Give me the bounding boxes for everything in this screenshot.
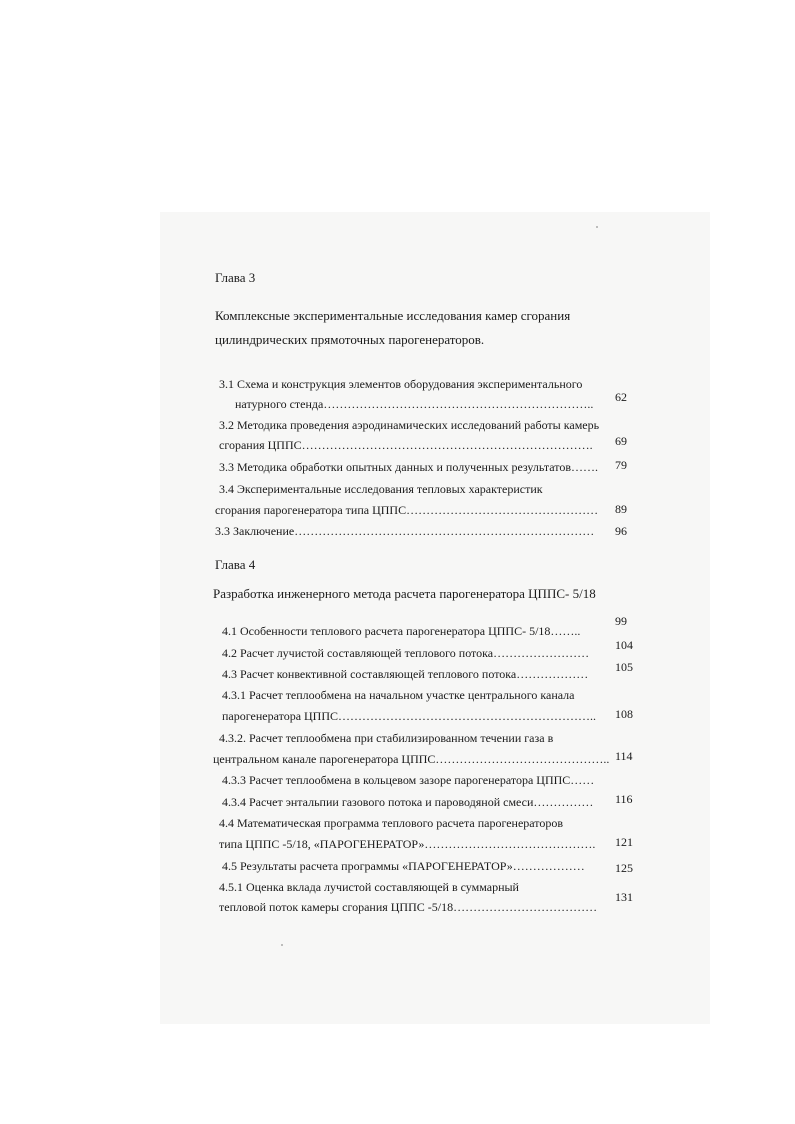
- toc-entry-4-2: 4.2 Расчет лучистой составляющей теплового потока……………………: [222, 646, 590, 660]
- toc-page-3-conclusion: 96: [615, 524, 627, 538]
- toc-page-4-4: 121: [615, 835, 633, 849]
- toc-page-4-1: 99: [615, 614, 627, 628]
- toc-entry-4-5-1-cont: тепловой поток камеры сгорания ЦППС -5/18………………………………: [219, 900, 598, 914]
- toc-page-4-5-1: 131: [615, 890, 633, 904]
- toc-entry-4-5: 4.5 Результаты расчета программы «ПАРОГЕНЕРАТОР»………………: [222, 859, 585, 873]
- toc-entry-4-3: 4.3 Расчет конвективной составляющей теплового потока………………: [222, 667, 589, 681]
- toc-entry-3-conclusion: 3.3 Заключение…………………………………………………………………: [215, 524, 595, 538]
- toc-entry-3-4: 3.4 Экспериментальные исследования тепловых характеристик: [219, 482, 543, 496]
- toc-entry-3-2-cont: сгорания ЦППС……………………………………………………………….: [219, 438, 593, 452]
- toc-entry-4-3-4: 4.3.4 Расчет энтальпии газового потока и пароводяной смеси……………: [222, 795, 594, 809]
- toc-entry-3-1-cont: натурного стенда…………………………………………………………..: [235, 397, 594, 411]
- chapter-4-title: Разработка инженерного метода расчета парогенератора ЦППС- 5/18: [213, 586, 596, 601]
- toc-page-4-3-2: 114: [615, 749, 633, 763]
- toc-entry-3-3: 3.3 Методика обработки опытных данных и полученных результатов…….: [219, 460, 599, 474]
- toc-entry-3-1: 3.1 Схема и конструкция элементов оборудования экспериментального: [219, 377, 583, 391]
- toc-page-3-3: 79: [615, 458, 627, 472]
- toc-entry-3-2: 3.2 Методика проведения аэродинамических исследований работы камерь: [219, 418, 600, 432]
- toc-entry-4-3-2-cont: центральном канале парогенератора ЦППС……………………………………..: [213, 752, 610, 766]
- toc-entry-4-3-3: 4.3.3 Расчет теплообмена в кольцевом зазоре парогенератора ЦППС……: [222, 773, 595, 787]
- chapter-3-title-line-1: Комплексные экспериментальные исследования камер сгорания: [215, 308, 571, 323]
- toc-page-4-5: 125: [615, 861, 633, 875]
- chapter-3-title-line-2: цилиндрических прямоточных парогенераторов.: [215, 332, 485, 347]
- scan-speck: [281, 944, 283, 946]
- toc-entry-4-3-2: 4.3.2. Расчет теплообмена при стабилизированном течении газа в: [219, 731, 554, 745]
- toc-entry-4-3-1: 4.3.1 Расчет теплообмена на начальном участке центрального канала: [222, 688, 575, 702]
- toc-page-4-3-1: 108: [615, 707, 633, 721]
- toc-page-3-1: 62: [615, 390, 627, 404]
- scan-speck: [596, 226, 598, 228]
- toc-entry-4-4: 4.4 Математическая программа теплового расчета парогенераторов: [219, 816, 564, 830]
- toc-page-3-2: 69: [615, 434, 627, 448]
- toc-page-4-3: 105: [615, 660, 633, 674]
- toc-page-4-2: 104: [615, 638, 633, 652]
- chapter-4-heading: Глава 4: [215, 557, 256, 572]
- toc-entry-3-4-cont: сгорания парогенератора типа ЦППС…………………………………………: [215, 503, 599, 517]
- toc-entry-4-1: 4.1 Особенности теплового расчета парогенератора ЦППС- 5/18……..: [222, 624, 581, 638]
- toc-entry-4-5-1: 4.5.1 Оценка вклада лучистой составляющей в суммарный: [219, 880, 519, 894]
- toc-page-3-4: 89: [615, 502, 627, 516]
- toc-entry-4-4-cont: типа ЦППС -5/18, «ПАРОГЕНЕРАТОР»…………………………………….: [219, 837, 596, 851]
- toc-page-4-3-4: 116: [615, 792, 633, 806]
- chapter-3-heading: Глава 3: [215, 270, 256, 285]
- toc-entry-4-3-1-cont: парогенератора ЦППС………………………………………………………..: [222, 709, 597, 723]
